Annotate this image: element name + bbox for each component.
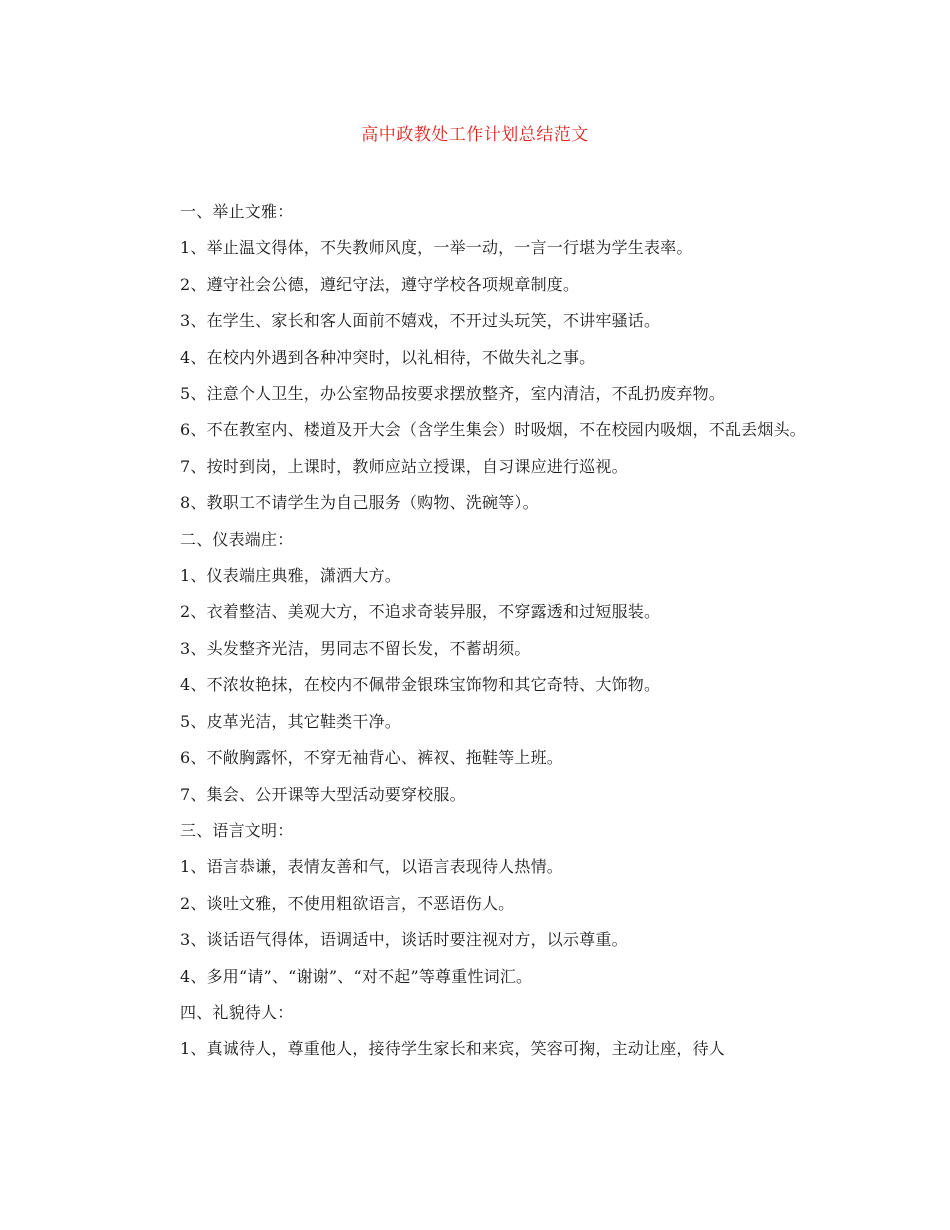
section-heading: 三、语言文明： — [180, 820, 294, 840]
paragraph: 8、教职工不请学生为自己服务（购物、洗碗等）。 — [180, 493, 539, 513]
paragraph: 1、仪表端庄典雅，潇洒大方。 — [180, 566, 401, 586]
paragraph: 3、在学生、家长和客人面前不嬉戏，不开过头玩笑，不讲牢骚话。 — [180, 311, 661, 331]
section-heading: 二、仪表端庄： — [180, 529, 294, 549]
paragraph: 1、语言恭谦，表情友善和气，以语言表现待人热情。 — [180, 857, 563, 877]
paragraph: 6、不敞胸露怀，不穿无袖背心、裤衩、拖鞋等上班。 — [180, 748, 563, 768]
paragraph: 1、举止温文得体，不失教师风度，一举一动，一言一行堪为学生表率。 — [180, 238, 693, 258]
paragraph: 2、衣着整洁、美观大方，不追求奇装异服，不穿露透和过短服装。 — [180, 602, 661, 622]
document-body — [140, 194, 815, 1068]
paragraph: 1、真诚待人，尊重他人，接待学生家长和来宾，笑容可掬，主动让座，待人 — [180, 1039, 725, 1059]
paragraph: 2、遵守社会公德，遵纪守法，遵守学校各项规章制度。 — [180, 274, 580, 294]
paragraph: 7、集会、公开课等大型活动要穿校服。 — [180, 784, 466, 804]
paragraph: 5、注意个人卫生，办公室物品按要求摆放整齐，室内清洁，不乱扔废弃物。 — [180, 384, 725, 404]
paragraph: 7、按时到岗，上课时，教师应站立授课，自习课应进行巡视。 — [180, 456, 628, 476]
paragraph: 5、皮革光洁，其它鞋类干净。 — [180, 711, 401, 731]
paragraph: 4、在校内外遇到各种冲突时，以礼相待，不做失礼之事。 — [180, 347, 596, 367]
paragraph: 4、多用“请”、“谢谢”、“对不起”等尊重性词汇。 — [180, 966, 533, 986]
section-heading: 一、举止文雅： — [180, 202, 294, 221]
paragraph: 2、谈吐文雅，不使用粗欲语言，不恶语伤人。 — [180, 893, 515, 913]
paragraph: 3、谈话语气得体，语调适中，谈话时要注视对方，以示尊重。 — [180, 930, 628, 950]
section-heading: 四、礼貌待人： — [180, 1002, 294, 1022]
paragraph: 6、不在教室内、楼道及开大会（含学生集会）时吸烟，不在校园内吸烟，不乱丢烟头。 — [180, 420, 806, 440]
document-title: 高中政教处工作计划总结范文 — [361, 125, 589, 145]
paragraph: 4、不浓妆艳抹，在校内不佩带金银珠宝饰物和其它奇特、大饰物。 — [180, 675, 661, 695]
paragraph: 3、头发整齐光洁，男同志不留长发，不蓄胡须。 — [180, 638, 531, 658]
